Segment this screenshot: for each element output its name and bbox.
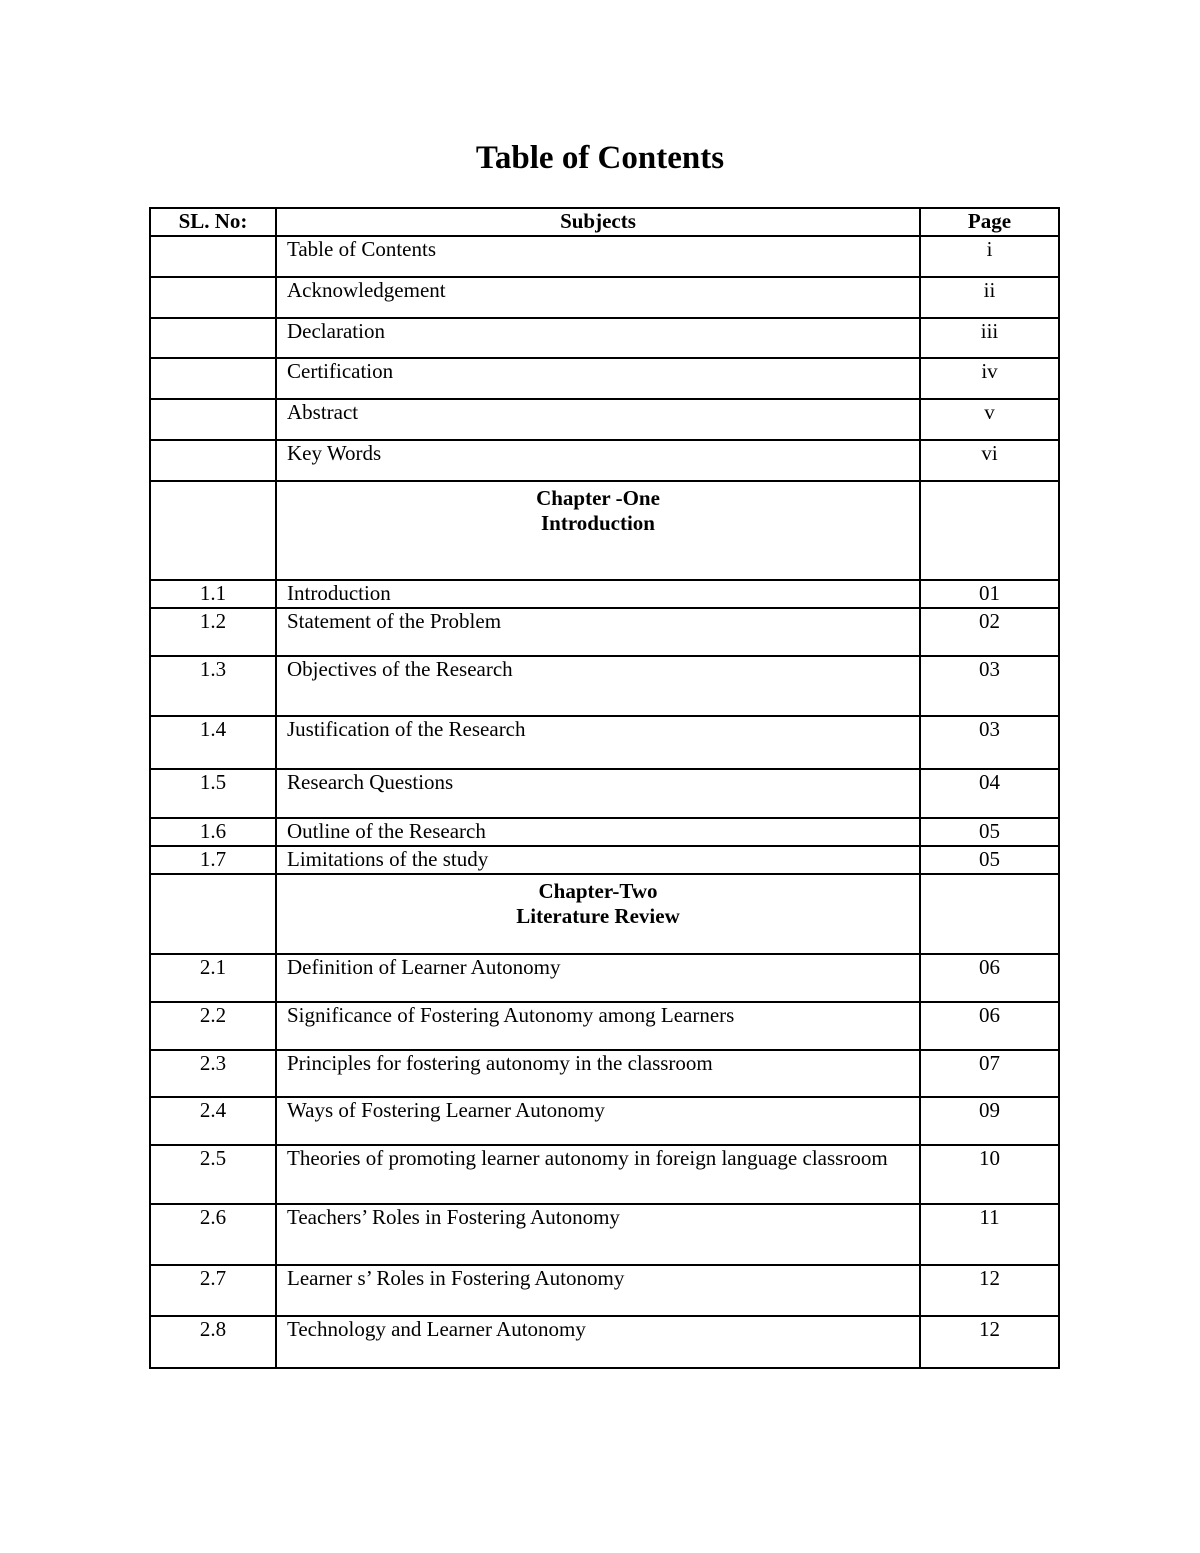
table-row — [150, 277, 1059, 318]
sl-number — [150, 318, 276, 358]
subjects-header: Subjects — [276, 208, 920, 236]
chapter-row — [150, 481, 1059, 580]
sl-number: 2.1 — [150, 954, 276, 1002]
subject-title: Theories of promoting learner autonomy in foreign language classroom — [276, 1145, 920, 1204]
subject-title: Abstract — [276, 399, 920, 440]
table-row — [150, 656, 1059, 716]
table-row — [150, 769, 1059, 818]
table-row — [150, 1002, 1059, 1050]
sl-number: 2.2 — [150, 1002, 276, 1050]
subject-title: Declaration — [276, 318, 920, 358]
sl-no-header: SL. No: — [150, 208, 276, 236]
table-row — [150, 236, 1059, 277]
page-title: Table of Contents — [475, 140, 725, 176]
table-row — [150, 440, 1059, 481]
subject-title: Ways of Fostering Learner Autonomy — [276, 1097, 920, 1145]
subject-title: Introduction — [276, 580, 920, 608]
chapter-row — [150, 874, 1059, 954]
table-row — [150, 580, 1059, 608]
sl-number: 1.2 — [150, 608, 276, 656]
page-number: i — [920, 236, 1059, 277]
page-number: v — [920, 399, 1059, 440]
page-number: 09 — [920, 1097, 1059, 1145]
table-row — [150, 608, 1059, 656]
page-number: 03 — [920, 656, 1059, 716]
header-row — [150, 208, 1059, 236]
page-header: Page — [920, 208, 1059, 236]
sl-number: 1.4 — [150, 716, 276, 769]
subject-title: Acknowledgement — [276, 277, 920, 318]
page-number: ii — [920, 277, 1059, 318]
sl-number — [150, 440, 276, 481]
subject-title: Statement of the Problem — [276, 608, 920, 656]
chapter-label: Chapter -One — [536, 486, 660, 510]
page-number: 05 — [920, 846, 1059, 874]
sl-number — [150, 358, 276, 399]
toc-body — [150, 236, 1059, 1368]
table-row — [150, 399, 1059, 440]
table-row — [150, 358, 1059, 399]
page-number: 02 — [920, 608, 1059, 656]
page-number: 03 — [920, 716, 1059, 769]
sl-cell — [150, 874, 276, 954]
table-row — [150, 1050, 1059, 1097]
sl-number: 1.7 — [150, 846, 276, 874]
table-row — [150, 818, 1059, 846]
sl-number: 1.5 — [150, 769, 276, 818]
page-number: 05 — [920, 818, 1059, 846]
page-cell — [920, 481, 1059, 580]
chapter-label: Chapter-Two — [538, 879, 658, 903]
page-number: 12 — [920, 1265, 1059, 1316]
page-number: 12 — [920, 1316, 1059, 1368]
page-number: 01 — [920, 580, 1059, 608]
page-number: iii — [920, 318, 1059, 358]
chapter-title: Literature Review — [516, 904, 680, 928]
sl-number — [150, 277, 276, 318]
sl-number: 2.8 — [150, 1316, 276, 1368]
subject-title: Limitations of the study — [276, 846, 920, 874]
subject-title: Teachers’ Roles in Fostering Autonomy — [276, 1204, 920, 1265]
sl-number: 1.3 — [150, 656, 276, 716]
sl-number — [150, 399, 276, 440]
sl-number: 2.4 — [150, 1097, 276, 1145]
subject-title: Key Words — [276, 440, 920, 481]
table-row — [150, 1145, 1059, 1204]
table-row — [150, 846, 1059, 874]
page-number: 10 — [920, 1145, 1059, 1204]
table-row — [150, 1204, 1059, 1265]
page-number: 06 — [920, 954, 1059, 1002]
table-row — [150, 1265, 1059, 1316]
table-row — [150, 716, 1059, 769]
page-number: 04 — [920, 769, 1059, 818]
sl-number: 1.6 — [150, 818, 276, 846]
subject-title: Objectives of the Research — [276, 656, 920, 716]
page-cell — [920, 874, 1059, 954]
table-row — [150, 1316, 1059, 1368]
sl-number: 1.1 — [150, 580, 276, 608]
subject-title: Research Questions — [276, 769, 920, 818]
subject-title: Outline of the Research — [276, 818, 920, 846]
chapter-heading — [276, 874, 920, 954]
chapter-heading — [276, 481, 920, 580]
table-row — [150, 954, 1059, 1002]
subject-title: Learner s’ Roles in Fostering Autonomy — [276, 1265, 920, 1316]
subject-title: Technology and Learner Autonomy — [276, 1316, 920, 1368]
subject-title: Definition of Learner Autonomy — [276, 954, 920, 1002]
toc-table — [149, 207, 1060, 1369]
sl-number — [150, 236, 276, 277]
sl-cell — [150, 481, 276, 580]
page-number: vi — [920, 440, 1059, 481]
sl-number: 2.3 — [150, 1050, 276, 1097]
page-number: 11 — [920, 1204, 1059, 1265]
subject-title: Principles for fostering autonomy in the classroom — [276, 1050, 920, 1097]
page-number: iv — [920, 358, 1059, 399]
subject-title: Significance of Fostering Autonomy among Learners — [276, 1002, 920, 1050]
sl-number: 2.7 — [150, 1265, 276, 1316]
page-number: 07 — [920, 1050, 1059, 1097]
subject-title: Table of Contents — [276, 236, 920, 277]
chapter-title: Introduction — [541, 511, 655, 535]
sl-number: 2.5 — [150, 1145, 276, 1204]
page-number: 06 — [920, 1002, 1059, 1050]
table-row — [150, 1097, 1059, 1145]
sl-number: 2.6 — [150, 1204, 276, 1265]
subject-title: Justification of the Research — [276, 716, 920, 769]
subject-title: Certification — [276, 358, 920, 399]
table-row — [150, 318, 1059, 358]
